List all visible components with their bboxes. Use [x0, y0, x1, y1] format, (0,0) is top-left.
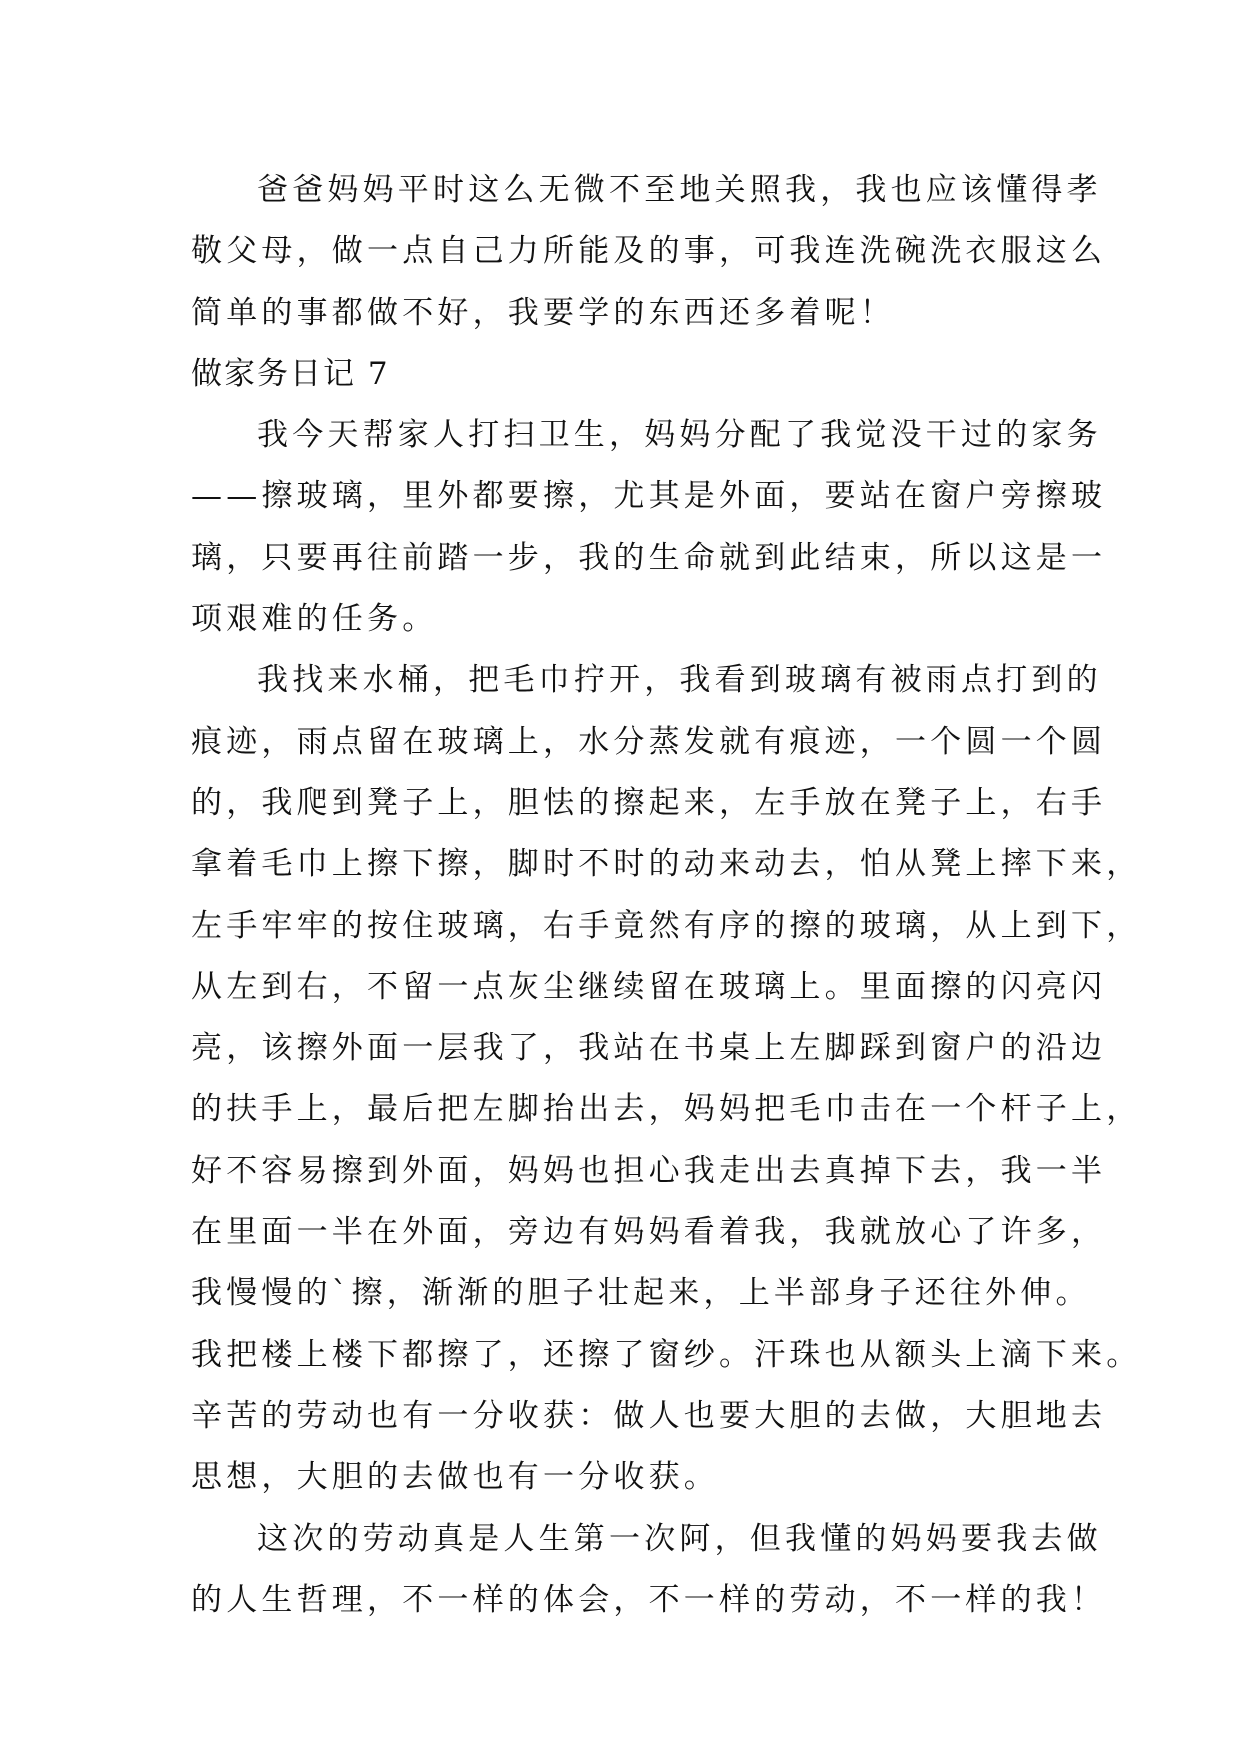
text-line: 的人生哲理，不一样的体会，不一样的劳动，不一样的我！	[191, 1581, 1107, 1618]
text-line: 简单的事都做不好，我要学的东西还多着呢！	[191, 294, 895, 331]
text-line: 璃，只要再往前踏一步，我的生命就到此结束，所以这是一	[191, 539, 1107, 576]
text-line: 的扶手上，最后把左脚抬出去，妈妈把毛巾击在一个杆子上，	[191, 1091, 1142, 1128]
text-line: 我找来水桶，把毛巾拧开，我看到玻璃有被雨点打到的	[257, 662, 1102, 699]
text-line: 我今天帮家人打扫卫生，妈妈分配了我觉没干过的家务	[257, 417, 1102, 454]
section-heading: 做家务日记 7	[191, 355, 390, 392]
text-line: 从左到右，不留一点灰尘继续留在玻璃上。里面擦的闪亮闪	[191, 968, 1107, 1005]
text-line: 亮，该擦外面一层我了，我站在书桌上左脚踩到窗户的沿边	[191, 1030, 1107, 1067]
text-line: 左手牢牢的按住玻璃，右手竟然有序的擦的玻璃，从上到下，	[191, 907, 1142, 944]
text-line: 思想，大胆的去做也有一分收获。	[191, 1459, 719, 1496]
text-line: 爸爸妈妈平时这么无微不至地关照我，我也应该懂得孝	[257, 172, 1102, 208]
text-line: ——擦玻璃，里外都要擦，尤其是外面，要站在窗户旁擦玻	[191, 478, 1107, 515]
text-line: 痕迹，雨点留在玻璃上，水分蒸发就有痕迹，一个圆一个圆	[191, 723, 1107, 760]
document-body	[191, 160, 1142, 1631]
text-line: 辛苦的劳动也有一分收获：做人也要大胆的去做，大胆地去	[191, 1397, 1107, 1434]
text-line: 的，我爬到凳子上，胆怯的擦起来，左手放在凳子上，右手	[191, 784, 1107, 821]
text-line: 我把楼上楼下都擦了，还擦了窗纱。汗珠也从额头上滴下来。	[191, 1336, 1142, 1373]
text-line: 拿着毛巾上擦下擦，脚时不时的动来动去，怕从凳上摔下来，	[191, 846, 1142, 883]
text-line: 好不容易擦到外面，妈妈也担心我走出去真掉下去，我一半	[191, 1152, 1107, 1189]
text-line: 这次的劳动真是人生第一次阿，但我懂的妈妈要我去做	[257, 1520, 1102, 1557]
text-line: 项艰难的任务。	[191, 601, 438, 638]
text-line: 在里面一半在外面，旁边有妈妈看着我，我就放心了许多，	[191, 1214, 1107, 1251]
text-line: 敬父母，做一点自己力所能及的事，可我连洗碗洗衣服这么	[191, 233, 1107, 270]
text-line: 我慢慢的`擦，渐渐的胆子壮起来，上半部身子还往外伸。	[191, 1275, 1091, 1312]
